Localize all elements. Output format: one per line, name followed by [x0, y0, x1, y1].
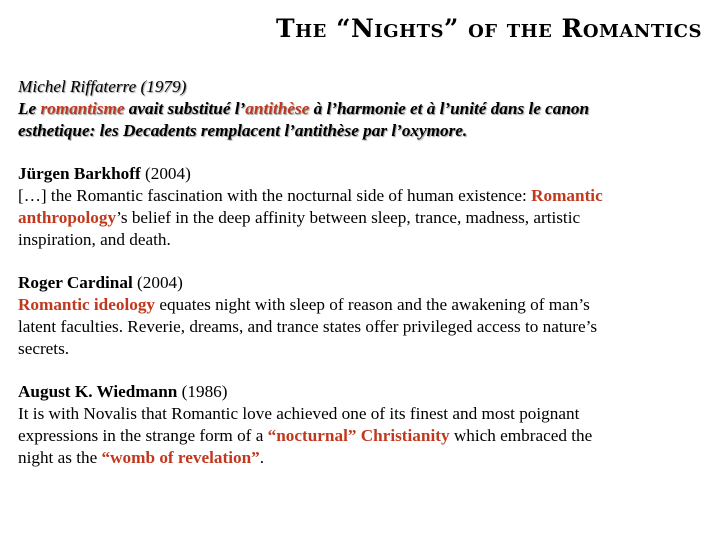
riffaterre-text: avait substitué l’ [124, 99, 246, 118]
highlight-romantic-ideology: Romantic ideology [18, 295, 156, 314]
author-wiedmann [18, 381, 708, 403]
wiedmann-text: . [259, 448, 265, 467]
quote-block-barkhoff [18, 163, 708, 251]
highlight-romantisme: romantisme [40, 99, 125, 118]
quote-block-riffaterre [18, 76, 708, 142]
cardinal-text: equates night with sleep of reason and the awakening of man’s [155, 295, 590, 314]
author-year: (2004) [140, 164, 191, 183]
riffaterre-line-1 [18, 98, 708, 120]
wiedmann-text: expressions in the strange form of a [18, 426, 268, 445]
barkhoff-line-2 [18, 207, 708, 229]
barkhoff-text: ’s belief in the deep affinity between sleep, trance, madness, artistic [116, 208, 581, 227]
cardinal-line-2: latent faculties. Reverie, dreams, and trance states offer privileged access to nature’s [18, 317, 598, 336]
highlight-nocturnal-christianity: “nocturnal” Christianity [267, 426, 450, 445]
highlight-anthropology: anthropology [18, 208, 117, 227]
author-name: Roger Cardinal [18, 273, 133, 292]
page-title: The “Nights” of the Romantics [276, 14, 702, 43]
wiedmann-line-3 [18, 447, 708, 469]
riffaterre-text: à l’harmonie et à l’unité dans le canon [309, 99, 590, 118]
wiedmann-line-1: It is with Novalis that Romantic love achieved one of its finest and most poignant [18, 404, 580, 423]
wiedmann-text: which embraced the [449, 426, 593, 445]
highlight-womb-of-revelation: “womb of revelation” [101, 448, 260, 467]
riffaterre-text: esthetique: les Decadents remplacent l’antithèse par l’oxymore. [18, 121, 468, 140]
quote-block-cardinal [18, 272, 708, 360]
author-name: Jürgen Barkhoff [18, 164, 141, 183]
author-cardinal [18, 272, 708, 294]
author-riffaterre: Michel Riffaterre (1979) [18, 77, 187, 96]
author-year: (1986) [177, 382, 228, 401]
quote-block-wiedmann [18, 381, 708, 469]
barkhoff-line-3: inspiration, and death. [18, 230, 171, 249]
author-name: August K. Wiedmann [18, 382, 178, 401]
riffaterre-text: Le [18, 99, 41, 118]
wiedmann-text: night as the [18, 448, 102, 467]
wiedmann-line-2 [18, 425, 708, 447]
highlight-romantic: Romantic [531, 186, 603, 205]
quotes-body [18, 76, 708, 490]
barkhoff-text: […] the Romantic fascination with the nocturnal side of human existence: [18, 186, 532, 205]
cardinal-line-1 [18, 294, 708, 316]
author-year: (2004) [132, 273, 183, 292]
highlight-antithese: antithèse [245, 99, 310, 118]
barkhoff-line-1 [18, 185, 708, 207]
riffaterre-line-2 [18, 120, 708, 142]
cardinal-line-3: secrets. [18, 339, 70, 358]
author-barkhoff [18, 163, 708, 185]
